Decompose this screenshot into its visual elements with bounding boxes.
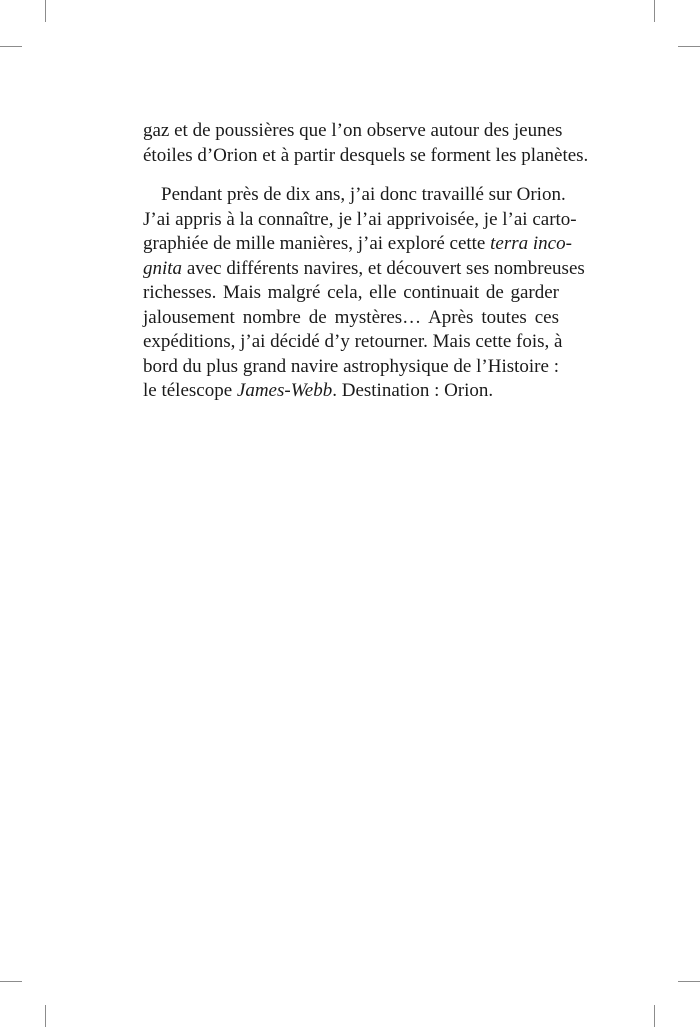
crop-mark-bottom-left [45,1005,46,1027]
text-line: bord du plus grand navire astrophysique de l’Histoire : [143,355,559,377]
text-line: expéditions, j’ai décidé d’y retourner. Mais cette fois, à [143,331,563,352]
crop-mark-right-upper [678,46,700,47]
italic-term: terra inco- [490,233,572,254]
text-line: J’ai appris à la connaître, je l’ai apprivoisée, je l’ai carto- [143,208,577,230]
text-line: Pendant près de dix ans, j’ai donc travaillé sur Orion. [161,184,566,205]
crop-mark-right-lower [678,981,700,982]
crop-mark-left-lower [0,981,22,982]
crop-mark-top-right [654,0,655,22]
text-line: gaz et de poussières que l’on observe autour des jeunes [143,120,563,141]
paragraph-spacer [143,168,559,183]
text-line: richesses. Mais malgré cela, elle continuait de garder [143,282,559,303]
italic-term: gnita [143,257,183,279]
text-line: graphiée de mille manières, j’ai exploré cette terra inco- [143,233,572,254]
text-line: jalousement nombre de mystères… Après toutes ces [143,306,559,328]
text-line: le télescope James-Webb. Destination : Orion. [143,380,494,401]
crop-mark-left-upper [0,46,22,47]
text-line: étoiles d’Orion et à partir desquels se forment les planètes. [143,144,589,166]
italic-term: James-Webb [236,380,333,401]
crop-mark-top-left [45,0,46,22]
crop-mark-bottom-right [654,1005,655,1027]
text-line: gnita avec différents navires, et découvert ses nombreuses [143,257,585,279]
paragraph-2 [143,183,585,404]
paragraph-1 [143,119,589,168]
page-body-text [143,119,589,404]
